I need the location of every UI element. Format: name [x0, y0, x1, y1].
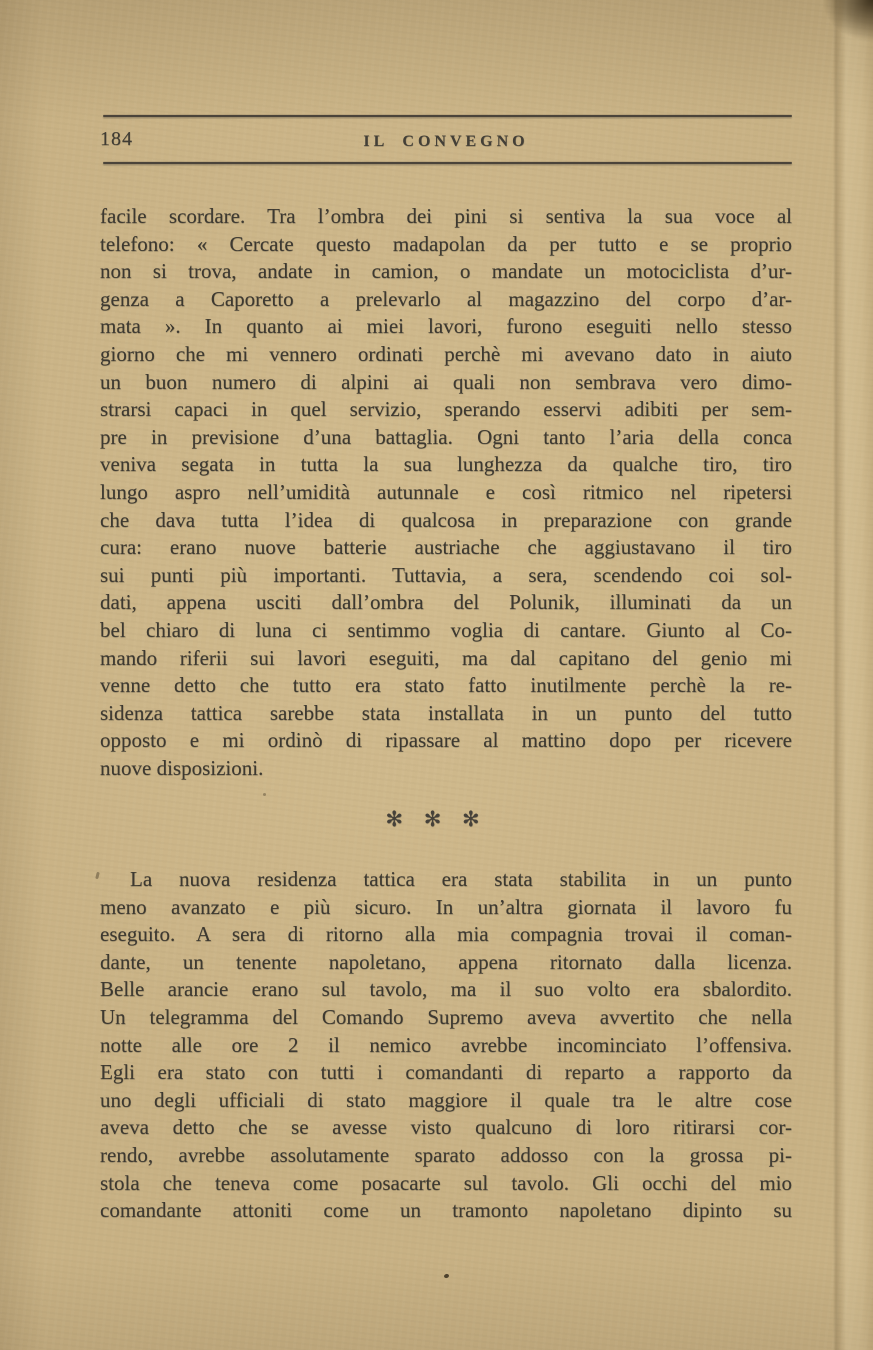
text-line: genza a Caporetto a prelevarlo al magazzino del corpo d’ar- — [100, 286, 792, 311]
text-line: sidenza tattica sarebbe stata installata in un punto del tutto — [100, 700, 792, 725]
ink-speck — [443, 1273, 449, 1278]
text-line: dante, un tenente napoletano, appena ritornato dalla licenza. — [100, 949, 792, 974]
text-line: rendo, avrebbe assolutamente sparato addosso con la grossa pi- — [100, 1142, 792, 1167]
text-line: mata ». In quanto ai miei lavori, furono eseguiti nello stesso — [100, 314, 792, 339]
text-line: un buon numero di alpini ai quali non sembrava vero dimo- — [100, 369, 792, 394]
text-line: comandante attoniti come un tramonto napoletano dipinto su — [100, 1198, 792, 1223]
text-line: cura: erano nuove batterie austriache che aggiustavano il tiro — [100, 535, 792, 560]
header-rule-bottom — [103, 162, 792, 164]
text-line: uno degli ufficiali di stato maggiore il quale tra le altre cose — [100, 1087, 792, 1112]
text-line: non si trova, andate in camion, o mandate un motociclista d’ur- — [100, 259, 792, 284]
text-line: La nuova residenza tattica era stata stabilita in un punto — [130, 867, 792, 891]
header-rule-top — [103, 115, 792, 117]
text-line: Un telegramma del Comando Supremo aveva avvertito che nella — [100, 1004, 792, 1029]
paragraph-1 — [100, 203, 792, 782]
text-line: venne detto che tutto era stato fatto inutilmente perchè la re- — [100, 673, 792, 698]
ink-speck — [263, 793, 266, 796]
text-line: mando riferii sui lavori eseguiti, ma dal capitano del genio mi — [100, 645, 792, 670]
text-line: nuove disposizioni. — [100, 755, 264, 780]
section-separator: ✻ ✻ ✻ — [385, 807, 487, 831]
text-line: strarsi capaci in quel servizio, sperando esservi adibiti per sem- — [100, 397, 792, 422]
running-title: IL CONVEGNO — [363, 133, 529, 150]
text-line: opposto e mi ordinò di ripassare al mattino dopo per ricevere — [100, 728, 792, 753]
page-number: 184 — [100, 128, 133, 150]
text-line: dati, appena usciti dall’ombra del Polunik, illuminati da un — [100, 590, 792, 615]
text-line: eseguito. A sera di ritorno alla mia compagnia trovai il coman- — [100, 922, 792, 947]
text-line: bel chiaro di luna ci sentimmo voglia di cantare. Giunto al Co- — [100, 617, 792, 642]
text-line: pre in previsione d’una battaglia. Ogni tanto l’aria della conca — [100, 424, 792, 449]
text-line: Egli era stato con tutti i comandanti di reparto a rapporto da — [100, 1060, 792, 1085]
text-line: notte alle ore 2 il nemico avrebbe incominciato l’offensiva. — [100, 1032, 792, 1057]
text-line: sui punti più importanti. Tuttavia, a sera, scendendo coi sol- — [100, 562, 792, 587]
text-line: che dava tutta l’idea di qualcosa in preparazione con grande — [100, 507, 792, 532]
text-line: meno avanzato e più sicuro. In un’altra giornata il lavoro fu — [100, 894, 792, 919]
text-line: lungo aspro nell’umidità autunnale e così ritmico nel ripetersi — [100, 479, 792, 504]
text-line: aveva detto che se avesse visto qualcuno di loro ritirarsi cor- — [100, 1115, 792, 1140]
paragraph-2 — [100, 866, 792, 1225]
text-line: veniva segata in tutta la sua lunghezza da qualche tiro, tiro — [100, 452, 792, 477]
text-line: facile scordare. Tra l’ombra dei pini si sentiva la sua voce al — [100, 204, 792, 228]
text-line: stola che teneva come posacarte sul tavolo. Gli occhi del mio — [100, 1170, 792, 1195]
text-line: telefono: « Cercate questo madapolan da per tutto e se proprio — [100, 231, 792, 256]
text-line: giorno che mi vennero ordinati perchè mi avevano dato in aiuto — [100, 341, 792, 366]
text-line: Belle arancie erano sul tavolo, ma il suo volto era sbalordito. — [100, 977, 792, 1002]
